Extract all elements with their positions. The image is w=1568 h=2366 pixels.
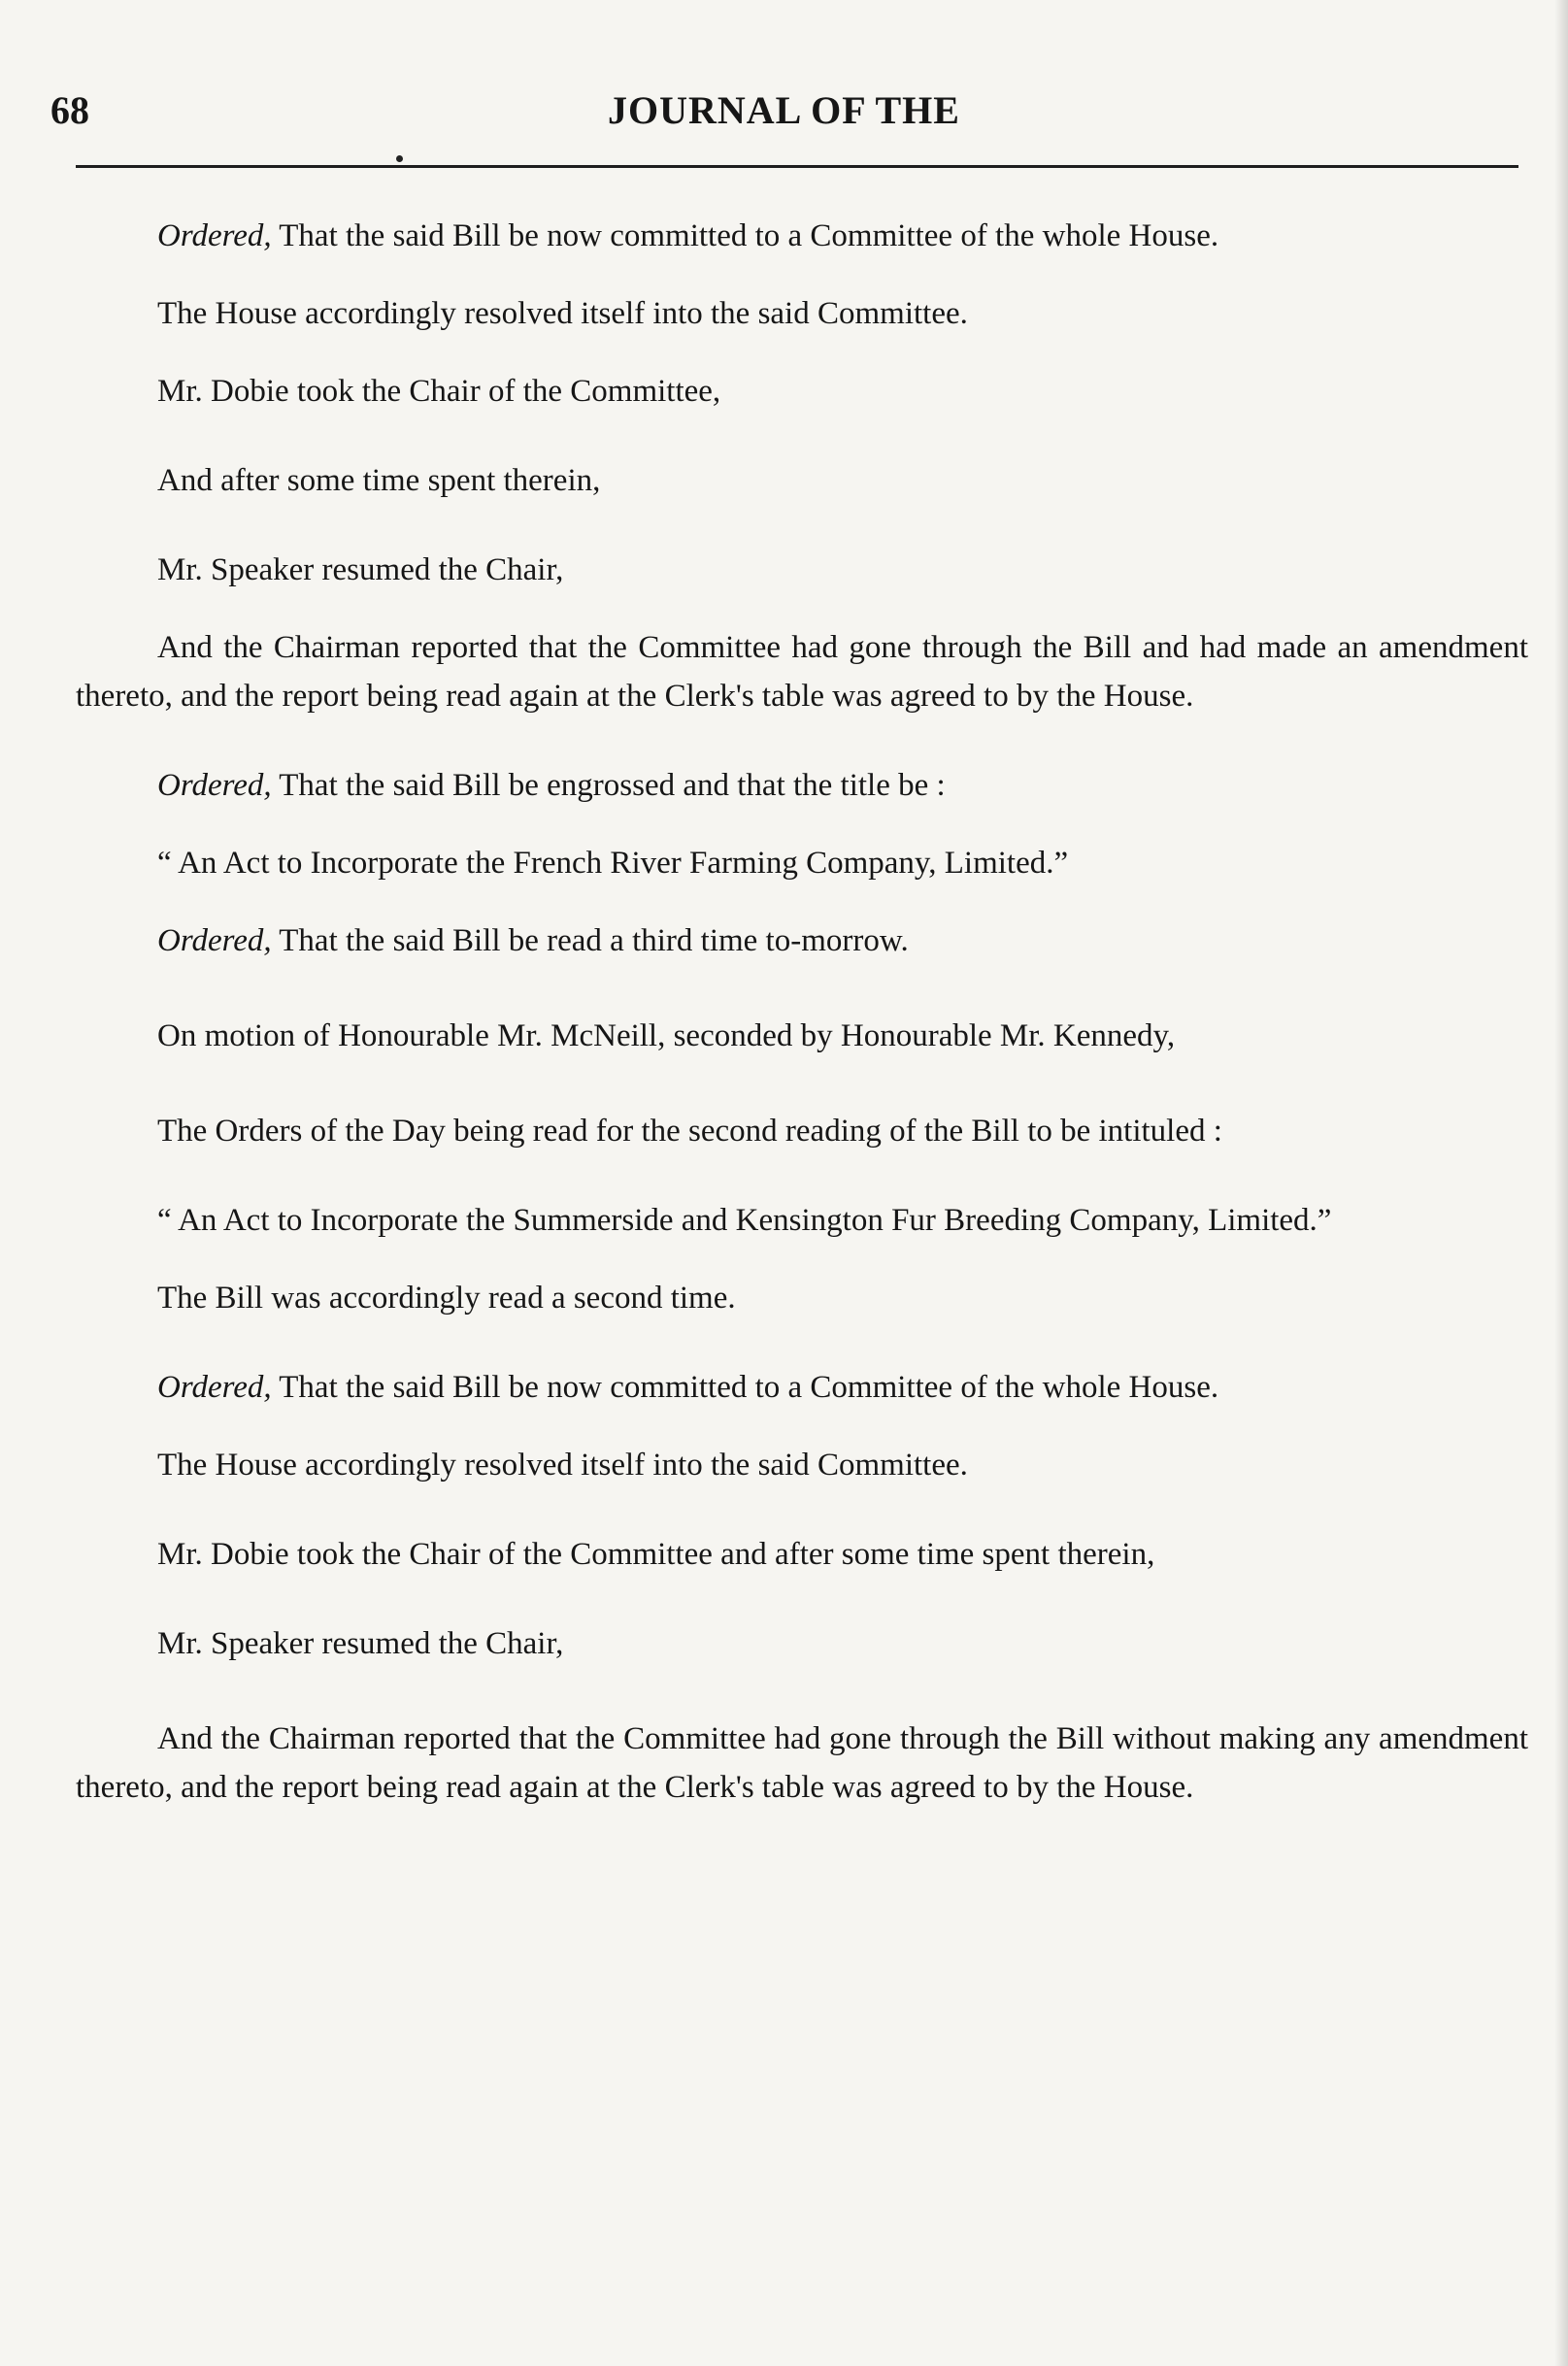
paragraph-lead: Ordered, [157,1370,272,1405]
paragraph [76,1530,1528,1579]
paragraph-text: The Orders of the Day being read for the second reading of the Bill to be intituled : [157,1114,1222,1149]
paragraph-text: That the said Bill be now committed to a Committee of the whole House. [271,1370,1219,1405]
paragraph [76,1107,1528,1155]
paragraph-text: Mr. Dobie took the Chair of the Committee and after some time spent therein, [157,1537,1155,1572]
paragraph-lead: Ordered, [157,768,272,803]
paragraph [76,761,1528,810]
paragraph [76,1715,1528,1812]
header-rule [76,165,1518,168]
paragraph [76,456,1528,505]
paragraph-text: Mr. Speaker resumed the Chair, [157,552,564,587]
running-title: JOURNAL OF THE [608,88,960,132]
paragraph-text: Mr. Speaker resumed the Chair, [157,1626,564,1661]
paragraph-text: And the Chairman reported that the Committee had gone through the Bill and had made an amendment thereto, and the report being read again at the Clerk's table was agreed to by the House. [76,630,1528,714]
paragraph [76,289,1528,338]
paragraph-text: “ An Act to Incorporate the Summerside and Kensington Fur Breeding Company, Limited.” [157,1203,1332,1238]
paragraph-text: The Bill was accordingly read a second time. [157,1281,736,1316]
paragraph-text: The House accordingly resolved itself into the said Committee. [157,296,968,331]
paragraph [76,367,1528,416]
paragraph-text: That the said Bill be engrossed and that the title be : [271,768,946,803]
rule-dot [396,155,403,162]
paragraph-text: That the said Bill be read a third time to-morrow. [271,923,909,958]
paragraph-text: And the Chairman reported that the Committee had gone through the Bill without making any amendment thereto, and the report being read again at the Clerk's table was agreed to by the House. [76,1721,1528,1805]
paragraph-text: “ An Act to Incorporate the French River Farming Company, Limited.” [157,846,1069,881]
paragraph-text: And after some time spent therein, [157,463,601,498]
paragraph [76,1196,1528,1245]
paragraph [76,623,1528,720]
paragraph-text: That the said Bill be now committed to a Committee of the whole House. [271,218,1219,253]
page-number: 68 [50,88,89,132]
paragraph [76,1363,1528,1412]
page-header [0,0,1568,184]
paragraph [76,1274,1528,1322]
paragraph [76,212,1528,260]
paragraph-lead: Ordered, [157,218,272,253]
paragraph-text: On motion of Honourable Mr. McNeill, seconded by Honourable Mr. Kennedy, [157,1018,1176,1053]
paragraph [76,916,1528,965]
journal-body [76,212,1528,1812]
paragraph [76,839,1528,887]
paragraph-text: Mr. Dobie took the Chair of the Committee, [157,374,721,409]
paragraph [76,1619,1528,1668]
paragraph [76,1012,1528,1060]
paragraph [76,1441,1528,1489]
scan-edge-shadow [1554,0,1568,2366]
paragraph-lead: Ordered, [157,923,272,958]
paragraph-text: The House accordingly resolved itself into the said Committee. [157,1448,968,1483]
paragraph [76,546,1528,594]
